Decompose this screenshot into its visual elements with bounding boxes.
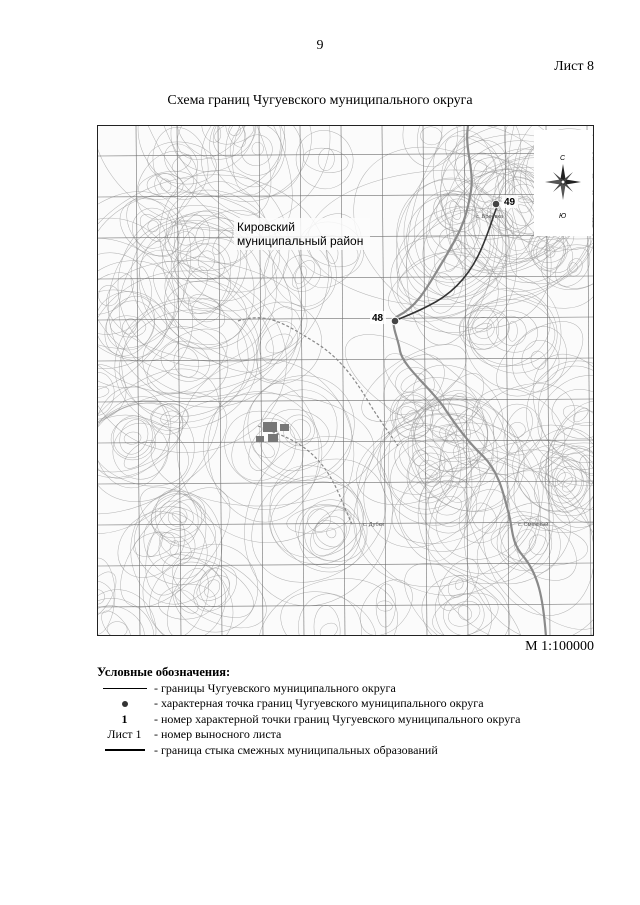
legend-item-point <box>97 696 520 712</box>
compass-rose-panel <box>534 130 592 236</box>
compass-rose-icon <box>534 130 592 236</box>
legend-item-text: - границы Чугуевского муниципального округа <box>154 680 396 695</box>
point-number-symbol: 1 <box>121 711 128 726</box>
topographic-map[interactable] <box>98 126 594 636</box>
compass-north-label: С <box>560 155 566 162</box>
legend-item-boundary <box>97 681 520 697</box>
legend-item-text: - граница стыка смежных муниципальных образований <box>154 742 438 757</box>
map-title: Схема границ Чугуевского муниципального округа <box>167 93 473 108</box>
place-label-smezhny: с. Смежный <box>518 522 549 528</box>
sheet-label: Лист 8 <box>554 59 594 74</box>
page-number: 9 <box>316 38 324 53</box>
place-label-dubki: с. Дубки <box>363 522 385 528</box>
terrain-contours <box>98 126 594 636</box>
bold-line-icon <box>105 749 145 751</box>
settlement-block <box>256 422 289 442</box>
place-label-breevka: с. Бреевка <box>476 214 504 220</box>
legend <box>97 665 520 758</box>
boundary-point-49-marker[interactable] <box>492 200 500 208</box>
region-label-line2: муниципальный район <box>237 234 364 248</box>
legend-item-point-number <box>97 712 520 728</box>
legend-item-text: - номер характерной точки границ Чугуевского муниципального округа <box>154 711 521 726</box>
compass-south-label: Ю <box>559 213 567 220</box>
boundary-point-48-marker[interactable] <box>391 317 399 325</box>
dash-line-icon <box>103 688 147 689</box>
boundary-point-49-label: 49 <box>504 197 516 208</box>
dot-marker-icon <box>122 701 128 707</box>
region-label-line1: Кировский <box>237 220 295 234</box>
boundary-point-48-label: 48 <box>372 313 384 324</box>
legend-item-junction-boundary <box>97 743 520 759</box>
legend-item-text: - характерная точка границ Чугуевского муниципального округа <box>154 696 484 710</box>
sheet-number-symbol: Лист 1 <box>107 727 142 741</box>
legend-title: Условные обозначения: <box>97 665 231 679</box>
map-frame[interactable] <box>97 125 594 636</box>
legend-item-sheet <box>97 727 520 743</box>
legend-item-text: - номер выносного листа <box>154 727 282 741</box>
map-scale: М 1:100000 <box>525 639 594 654</box>
map-grid <box>98 126 594 636</box>
